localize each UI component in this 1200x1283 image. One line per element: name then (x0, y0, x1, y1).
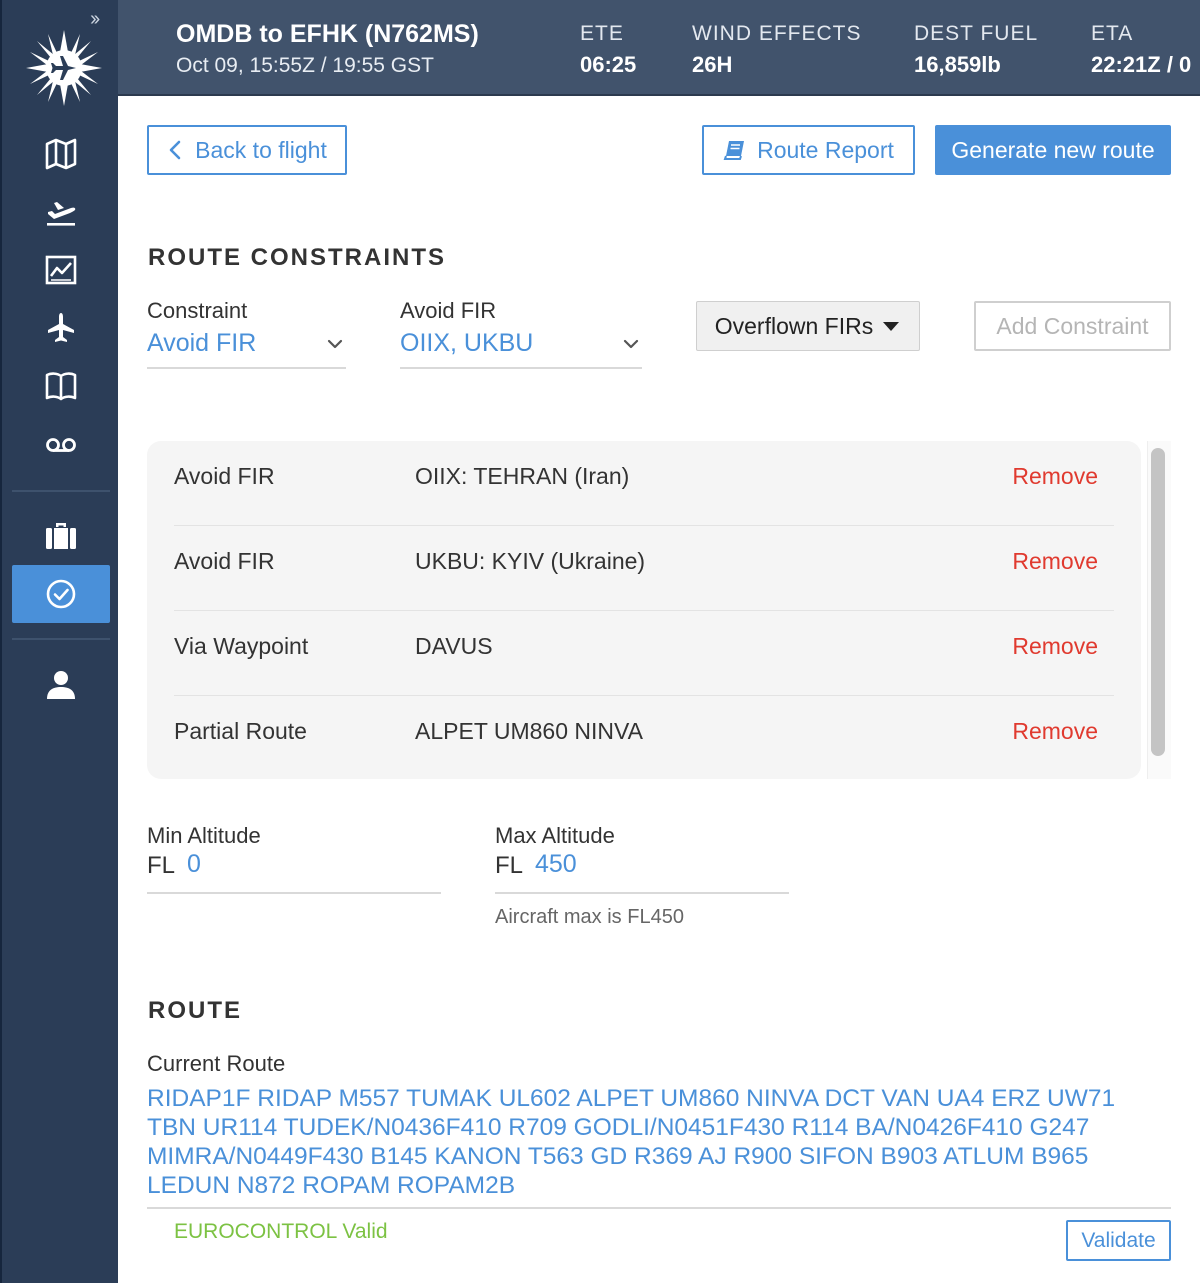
constraint-row (174, 526, 1114, 611)
stat-label: ETA (1091, 22, 1134, 45)
nav-route-validation[interactable] (12, 565, 110, 623)
overflown-firs-label: Overflown FIRs (714, 312, 874, 339)
route-constraints-title: ROUTE CONSTRAINTS (148, 244, 446, 271)
remove-constraint-button[interactable]: Remove (1012, 633, 1098, 659)
stat-label: WIND EFFECTS (692, 22, 862, 45)
chevron-left-icon (167, 139, 183, 161)
nav-voicemail[interactable] (12, 415, 110, 473)
avoid-fir-select[interactable] (400, 329, 642, 369)
chevron-down-icon (326, 335, 344, 353)
generate-new-route-label: Generate new route (951, 136, 1155, 163)
aircraft-max-hint: Aircraft max is FL450 (495, 906, 684, 928)
stat-value: 06:25 (580, 52, 637, 77)
report-book-icon (723, 139, 747, 161)
chevron-down-icon (622, 335, 640, 353)
max-altitude-value: 450 (535, 850, 577, 878)
stat-label: ETE (580, 22, 624, 45)
overflown-firs-button[interactable] (696, 301, 920, 351)
add-constraint-label: Add Constraint (996, 312, 1149, 339)
stat-eta (1091, 22, 1191, 78)
remove-constraint-button[interactable]: Remove (1012, 718, 1098, 744)
constraint-label: Constraint (147, 298, 248, 323)
remove-constraint-button[interactable]: Remove (1012, 548, 1098, 574)
max-altitude-prefix: FL (495, 852, 524, 879)
route-time: Oct 09, 15:55Z / 19:55 GST (176, 54, 434, 77)
min-altitude-field[interactable] (147, 846, 441, 894)
check-circle-icon (43, 576, 79, 612)
caret-down-icon (881, 319, 901, 333)
map-icon (43, 136, 79, 172)
nav-library[interactable] (12, 357, 110, 415)
current-route-text[interactable]: RIDAP1F RIDAP M557 TUMAK UL602 ALPET UM860 NINVA DCT VAN UA4 ERZ UW71 TBN UR114 TUDEK/N0436F410 R709 GODLI/N0451F430 R114 BA/N0426F410 G247 MIMRA/N0449F430 B145 KANON T563 GD R369 AJ R900 SIFON B903 ATLUM B965 LEDUN N872 ROPAM ROPAM2B (147, 1085, 1116, 1199)
back-to-flight-button[interactable] (147, 125, 347, 175)
sidebar-divider (12, 638, 110, 640)
stat-dest-fuel (914, 22, 1038, 78)
route-report-button[interactable] (702, 125, 915, 175)
min-altitude-prefix: FL (147, 852, 176, 879)
constraint-value: DAVUS (415, 633, 493, 659)
sidebar (0, 0, 118, 1283)
max-altitude-field[interactable] (495, 846, 789, 894)
nav-departures[interactable] (12, 183, 110, 241)
constraint-row (174, 611, 1114, 696)
departure-icon (43, 194, 79, 230)
constraint-type: Via Waypoint (174, 633, 309, 659)
sidebar-divider (12, 490, 110, 492)
voicemail-icon (43, 426, 79, 462)
nav-charts[interactable] (12, 241, 110, 299)
add-constraint-button[interactable] (974, 301, 1171, 351)
chart-icon (43, 252, 79, 288)
constraint-type: Avoid FIR (174, 463, 275, 489)
stat-value: 26H (692, 52, 733, 77)
constraint-type: Partial Route (174, 718, 307, 744)
constraints-list (147, 441, 1141, 779)
app-logo-icon[interactable] (24, 28, 104, 108)
min-altitude-label: Min Altitude (147, 823, 261, 848)
avoid-fir-label: Avoid FIR (400, 298, 497, 323)
constraints-scrollbar-thumb[interactable] (1151, 448, 1165, 756)
min-altitude-value: 0 (187, 850, 201, 878)
nav-profile[interactable] (12, 656, 110, 714)
nav-flights[interactable] (12, 299, 110, 357)
constraint-type: Avoid FIR (174, 548, 275, 574)
generate-new-route-button[interactable] (935, 125, 1171, 175)
user-icon (43, 667, 79, 703)
stat-value: 22:21Z / 0 (1091, 52, 1192, 77)
back-to-flight-label: Back to flight (195, 136, 327, 163)
constraint-value: UKBU: KYIV (Ukraine) (415, 548, 646, 574)
stat-wind-effects (692, 22, 862, 78)
constraint-row (174, 441, 1114, 526)
avoid-fir-select-value: OIIX, UKBU (400, 329, 534, 357)
expand-sidebar-icon[interactable]: ›› (90, 8, 98, 30)
eurocontrol-status: EUROCONTROL Valid (174, 1220, 388, 1243)
nav-trips[interactable] (12, 507, 110, 565)
route-divider (147, 1207, 1171, 1209)
validate-button[interactable] (1066, 1220, 1171, 1261)
flight-header (118, 0, 1200, 96)
constraint-select[interactable] (147, 329, 346, 369)
stat-label: DEST FUEL (914, 22, 1039, 45)
current-route-label: Current Route (147, 1051, 286, 1076)
route-report-label: Route Report (757, 136, 894, 163)
stat-ete (580, 22, 636, 78)
stat-value: 16,859lb (914, 52, 1001, 77)
constraint-value: ALPET UM860 NINVA (415, 718, 643, 744)
briefcase-icon (43, 518, 79, 554)
constraint-row (174, 696, 1114, 781)
constraint-select-value: Avoid FIR (147, 329, 257, 357)
book-icon (43, 368, 79, 404)
airplane-icon (43, 310, 79, 346)
remove-constraint-button[interactable]: Remove (1012, 463, 1098, 489)
max-altitude-label: Max Altitude (495, 823, 615, 848)
nav-map[interactable] (12, 125, 110, 183)
route-title-heading: ROUTE (148, 997, 242, 1024)
route-title: OMDB to EFHK (N762MS) (176, 20, 479, 48)
validate-label: Validate (1081, 1228, 1156, 1252)
constraint-value: OIIX: TEHRAN (Iran) (415, 463, 630, 489)
